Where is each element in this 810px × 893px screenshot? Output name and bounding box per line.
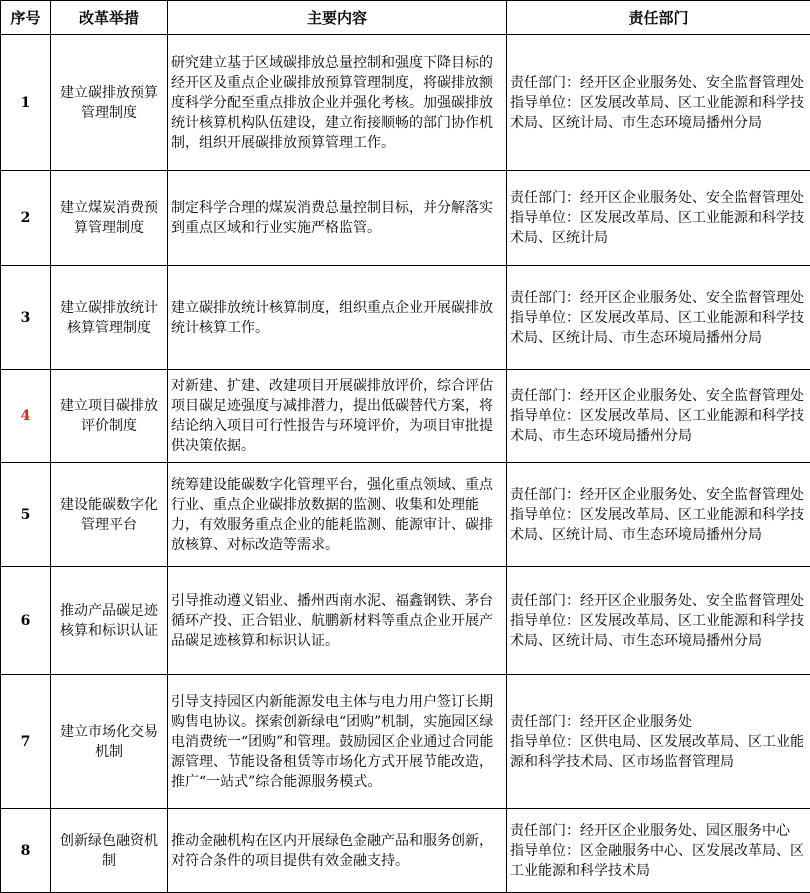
row-measure: 创新绿色融资机制	[51, 809, 168, 893]
row-measure: 建立煤炭消费预算管理制度	[51, 171, 168, 266]
responsible-dept: 责任部门：经开区企业服务处、安全监督管理处	[510, 386, 807, 406]
row-department	[507, 567, 810, 675]
row-content: 研究建立基于区域碳排放总量控制和强度下降目标的经开区及重点企业碳排放预算管理制度，将碳排放额度科学分配至重点排放企业并强化考核。加强碳排放统计核算机构队伍建设，建立衔接顺畅的部门协作机制，组织开展碳排放预算管理工作。	[168, 35, 507, 171]
row-department	[507, 370, 810, 463]
row-index: 8	[1, 809, 51, 893]
guidance-unit: 指导单位：区金融服务中心、区发展改革局、区工业能源和科学技术局	[510, 841, 807, 881]
row-index: 4	[1, 370, 51, 463]
row-content: 引导支持园区内新能源发电主体与电力用户签订长期购售电协议。探索创新绿电“团购”机制，实施园区绿电消费统一“团购”和管理。鼓励园区企业通过合同能源管理、节能设备租赁等市场化方式开展节能改造，推广“一站式”综合能源服务模式。	[168, 675, 507, 809]
table-row	[1, 675, 810, 809]
responsible-dept: 责任部门：经开区企业服务处	[510, 712, 807, 732]
row-index: 1	[1, 35, 51, 171]
responsible-dept: 责任部门：经开区企业服务处、安全监督管理处	[510, 73, 807, 93]
row-department	[507, 675, 810, 809]
row-measure: 建立项目碳排放评价制度	[51, 370, 168, 463]
row-content: 统筹建设能碳数字化管理平台，强化重点领域、重点行业、重点企业碳排放数据的监测、收集和处理能力，有效服务重点企业的能耗监测、能源审计、碳排放核算、对标改造等需求。	[168, 463, 507, 567]
row-department	[507, 35, 810, 171]
row-index: 2	[1, 171, 51, 266]
guidance-unit: 指导单位：区发展改革局、区工业能源和科学技术局、区统计局	[510, 208, 807, 248]
responsible-dept: 责任部门：经开区企业服务处、安全监督管理处	[510, 288, 807, 308]
row-department	[507, 171, 810, 266]
row-measure: 建设能碳数字化管理平台	[51, 463, 168, 567]
responsible-dept: 责任部门：经开区企业服务处、安全监督管理处	[510, 591, 807, 611]
row-measure: 建立市场化交易机制	[51, 675, 168, 809]
responsible-dept: 责任部门：经开区企业服务处、园区服务中心	[510, 821, 807, 841]
table-row	[1, 463, 810, 567]
table-row	[1, 171, 810, 266]
guidance-unit: 指导单位：区供电局、区发展改革局、区工业能源和科学技术局、区市场监督管理局	[510, 732, 807, 772]
table-row	[1, 809, 810, 893]
guidance-unit: 指导单位：区发展改革局、区工业能源和科学技术局、市生态环境局播州分局	[510, 406, 807, 446]
row-measure: 建立碳排放统计核算管理制度	[51, 266, 168, 370]
row-content: 推动金融机构在区内开展绿色金融产品和服务创新，对符合条件的项目提供有效金融支持。	[168, 809, 507, 893]
header-content: 主要内容	[168, 1, 507, 35]
header-measure: 改革举措	[51, 1, 168, 35]
row-content: 对新建、扩建、改建项目开展碳排放评价，综合评估项目碳足迹强度与减排潜力，提出低碳替代方案，将结论纳入项目可行性报告与环境评价，为项目审批提供决策依据。	[168, 370, 507, 463]
header-department: 责任部门	[507, 1, 810, 35]
row-index: 5	[1, 463, 51, 567]
row-department	[507, 463, 810, 567]
guidance-unit: 指导单位：区发展改革局、区工业能源和科学技术局、区统计局、市生态环境局播州分局	[510, 93, 807, 133]
header-index: 序号	[1, 1, 51, 35]
row-measure: 建立碳排放预算管理制度	[51, 35, 168, 171]
table-row	[1, 567, 810, 675]
row-index: 7	[1, 675, 51, 809]
row-department	[507, 809, 810, 893]
table-row	[1, 370, 810, 463]
row-content: 引导推动遵义铝业、播州西南水泥、福鑫钢铁、茅台循环产投、正合铝业、航鹏新材料等重点企业开展产品碳足迹核算和标识认证。	[168, 567, 507, 675]
responsible-dept: 责任部门：经开区企业服务处、安全监督管理处	[510, 188, 807, 208]
table-row	[1, 266, 810, 370]
table-row	[1, 35, 810, 171]
row-measure: 推动产品碳足迹核算和标识认证	[51, 567, 168, 675]
guidance-unit: 指导单位：区发展改革局、区工业能源和科学技术局、区统计局、市生态环境局播州分局	[510, 505, 807, 545]
row-content: 建立碳排放统计核算制度，组织重点企业开展碳排放统计核算工作。	[168, 266, 507, 370]
row-content: 制定科学合理的煤炭消费总量控制目标，并分解落实到重点区域和行业实施严格监管。	[168, 171, 507, 266]
row-department	[507, 266, 810, 370]
header-row	[1, 1, 810, 35]
row-index: 3	[1, 266, 51, 370]
responsible-dept: 责任部门：经开区企业服务处、安全监督管理处	[510, 485, 807, 505]
guidance-unit: 指导单位：区发展改革局、区工业能源和科学技术局、区统计局、市生态环境局播州分局	[510, 308, 807, 348]
row-index: 6	[1, 567, 51, 675]
guidance-unit: 指导单位：区发展改革局、区工业能源和科学技术局、区统计局、市生态环境局播州分局	[510, 611, 807, 651]
